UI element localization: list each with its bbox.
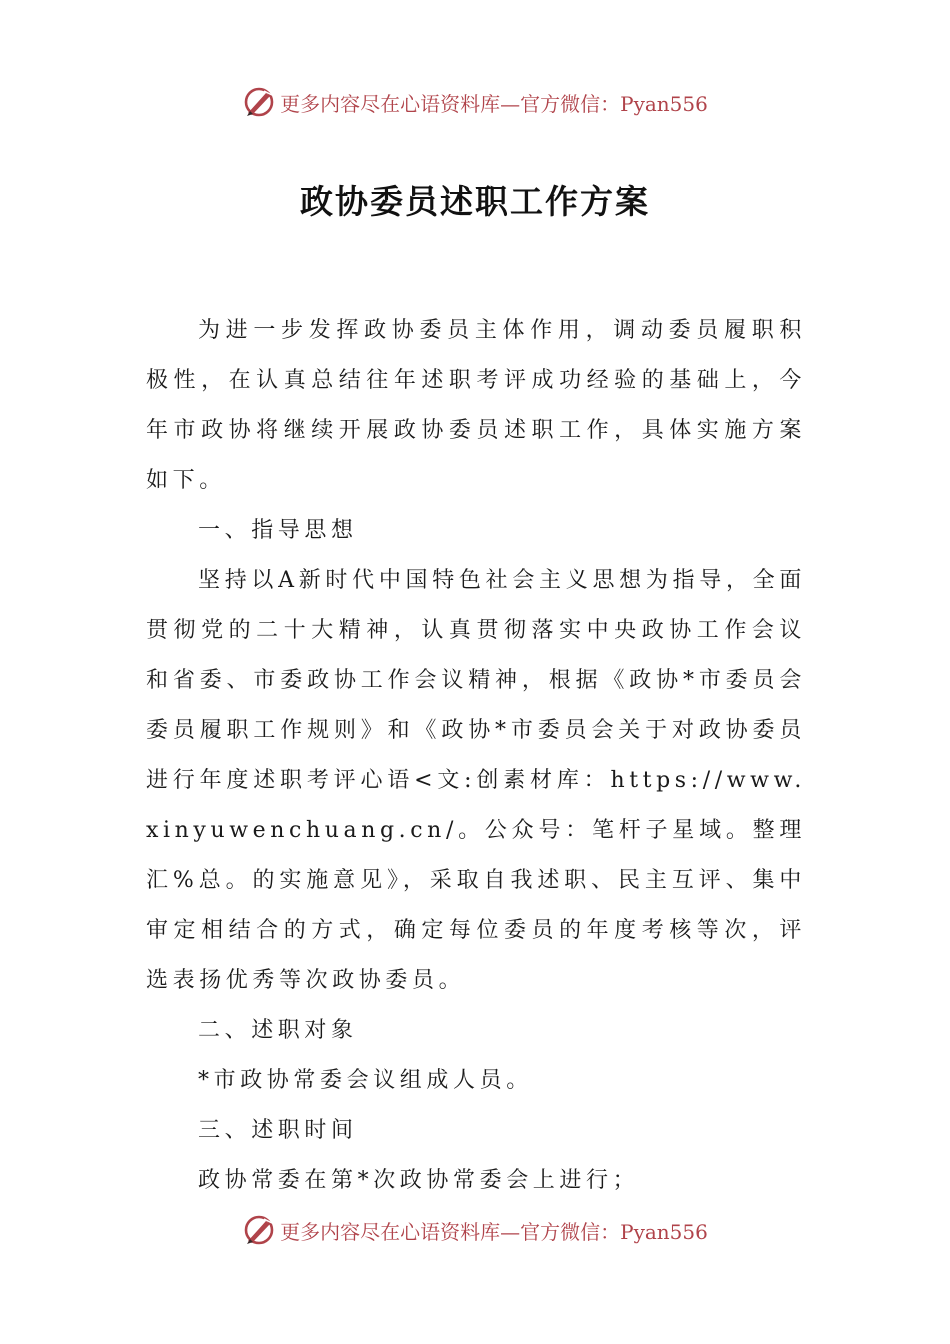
section-heading-guiding-ideology: 一、指导思想 bbox=[198, 518, 358, 543]
intro-paragraph: 为进一步发挥政协委员主体作用，调动委员履职积极性，在认真总结往年述职考评成功经验的基础上，今年市政协将继续开展政协委员述职工作，具体实施方案如下。 bbox=[146, 318, 806, 493]
section-heading-reporting-time: 三、述职时间 bbox=[198, 1118, 358, 1143]
banner-text: 更多内容尽在心语资料库—官方微信：Pyan556 bbox=[280, 1219, 708, 1244]
document-title: 政协委员述职工作方案 bbox=[300, 182, 650, 221]
reporting-time-paragraph: 政协常委在第*次政协常委会上进行； bbox=[198, 1168, 640, 1193]
guiding-ideology-paragraph: 坚持以A新时代中国特色社会主义思想为指导，全面贯彻党的二十大精神，认真贯彻落实中央政协工作会议和省委、市委政协工作会议精神，根据《政协*市委员会委员履职工作规则》和《政协*市委员会关于对政协委员进行年度述职考评心语<文:创素材库：https://www.xinyuwenchuang.cn/。公众号：笔杆子星域。整理汇%总。的实施意见》，采取自我述职、民主互评、集中审定相结合的方式，确定每位委员的年度考核等次，评选表扬优秀等次政协委员。 bbox=[146, 568, 806, 993]
section-heading-reporting-targets: 二、述职对象 bbox=[198, 1018, 358, 1043]
document-body bbox=[146, 306, 806, 1206]
header-banner bbox=[0, 82, 950, 122]
footer-banner bbox=[0, 1210, 950, 1250]
pen-circle-logo-icon bbox=[242, 1213, 276, 1247]
pen-circle-logo-icon bbox=[242, 85, 276, 119]
banner-text: 更多内容尽在心语资料库—官方微信：Pyan556 bbox=[280, 91, 708, 116]
reporting-targets-paragraph: *市政协常委会议组成人员。 bbox=[198, 1068, 533, 1093]
